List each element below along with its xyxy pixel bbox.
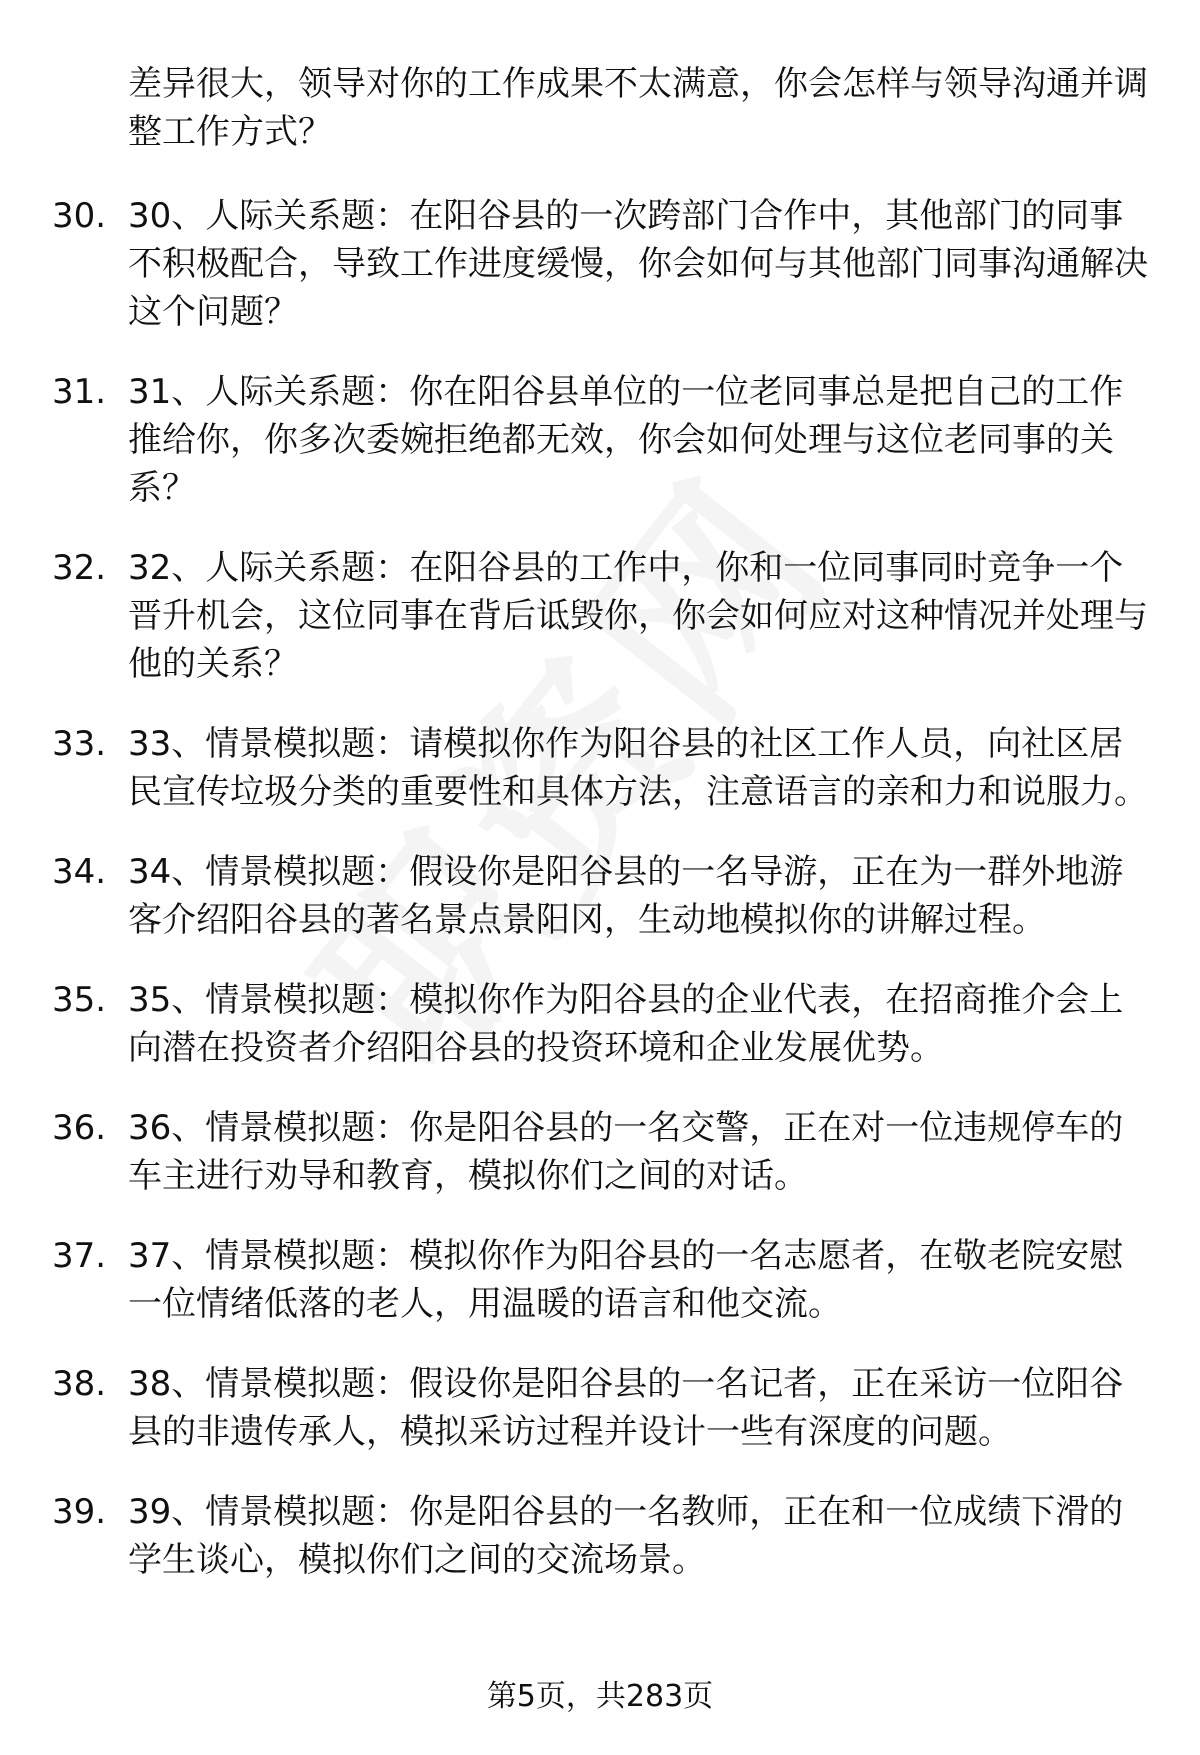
question-text: 39、情景模拟题：你是阳谷县的一名教师，正在和一位成绩下滑的学生谈心，模拟你们之间的交流场景。 <box>128 1492 1124 1580</box>
question-list <box>0 192 1200 1616</box>
question-number: 31. <box>52 372 107 412</box>
question-item-38 <box>0 1360 1148 1456</box>
question-item-36 <box>0 1104 1148 1200</box>
question-text: 31、人际关系题：你在阳谷县单位的一位老同事总是把自己的工作推给你，你多次委婉拒绝都无效，你会如何处理与这位老同事的关系？ <box>128 372 1124 508</box>
question-item-30 <box>0 192 1148 336</box>
question-number: 34. <box>52 852 107 892</box>
question-number: 32. <box>52 548 107 588</box>
question-text: 35、情景模拟题：模拟你作为阳谷县的企业代表，在招商推介会上向潜在投资者介绍阳谷县的投资环境和企业发展优势。 <box>128 980 1124 1068</box>
question-text: 36、情景模拟题：你是阳谷县的一名交警，正在对一位违规停车的车主进行劝导和教育，模拟你们之间的对话。 <box>128 1108 1124 1196</box>
question-number: 38. <box>52 1364 107 1404</box>
question-item-35 <box>0 976 1148 1072</box>
question-text: 30、人际关系题：在阳谷县的一次跨部门合作中，其他部门的同事不积极配合，导致工作进度缓慢，你会如何与其他部门同事沟通解决这个问题？ <box>128 196 1148 332</box>
question-number: 39. <box>52 1492 107 1532</box>
page-footer: 第5页，共283页 <box>486 1679 714 1714</box>
question-item-37 <box>0 1232 1148 1328</box>
question-text: 34、情景模拟题：假设你是阳谷县的一名导游，正在为一群外地游客介绍阳谷县的著名景点景阳冈，生动地模拟你的讲解过程。 <box>128 852 1124 940</box>
question-text: 32、人际关系题：在阳谷县的工作中，你和一位同事同时竞争一个晋升机会，这位同事在背后诋毁你，你会如何应对这种情况并处理与他的关系？ <box>128 548 1148 684</box>
question-item-33 <box>0 720 1148 816</box>
question-item-32 <box>0 544 1148 688</box>
question-number: 35. <box>52 980 107 1020</box>
question-item-39 <box>0 1488 1148 1584</box>
question-number: 36. <box>52 1108 107 1148</box>
question-text: 38、情景模拟题：假设你是阳谷县的一名记者，正在采访一位阳谷县的非遗传承人，模拟采访过程并设计一些有深度的问题。 <box>128 1364 1124 1452</box>
question-number: 37. <box>52 1236 107 1276</box>
question-text: 37、情景模拟题：模拟你作为阳谷县的一名志愿者，在敬老院安慰一位情绪低落的老人，用温暖的语言和他交流。 <box>128 1236 1124 1324</box>
previous-question-continuation: 差异很大，领导对你的工作成果不太满意，你会怎样与领导沟通并调整工作方式？ <box>128 64 1148 152</box>
question-text: 33、情景模拟题：请模拟你作为阳谷县的社区工作人员，向社区居民宣传垃圾分类的重要性和具体方法，注意语言的亲和力和说服力。 <box>128 724 1148 812</box>
question-item-34 <box>0 848 1148 944</box>
question-item-31 <box>0 368 1148 512</box>
question-number: 33. <box>52 724 107 764</box>
question-number: 30. <box>52 196 107 236</box>
